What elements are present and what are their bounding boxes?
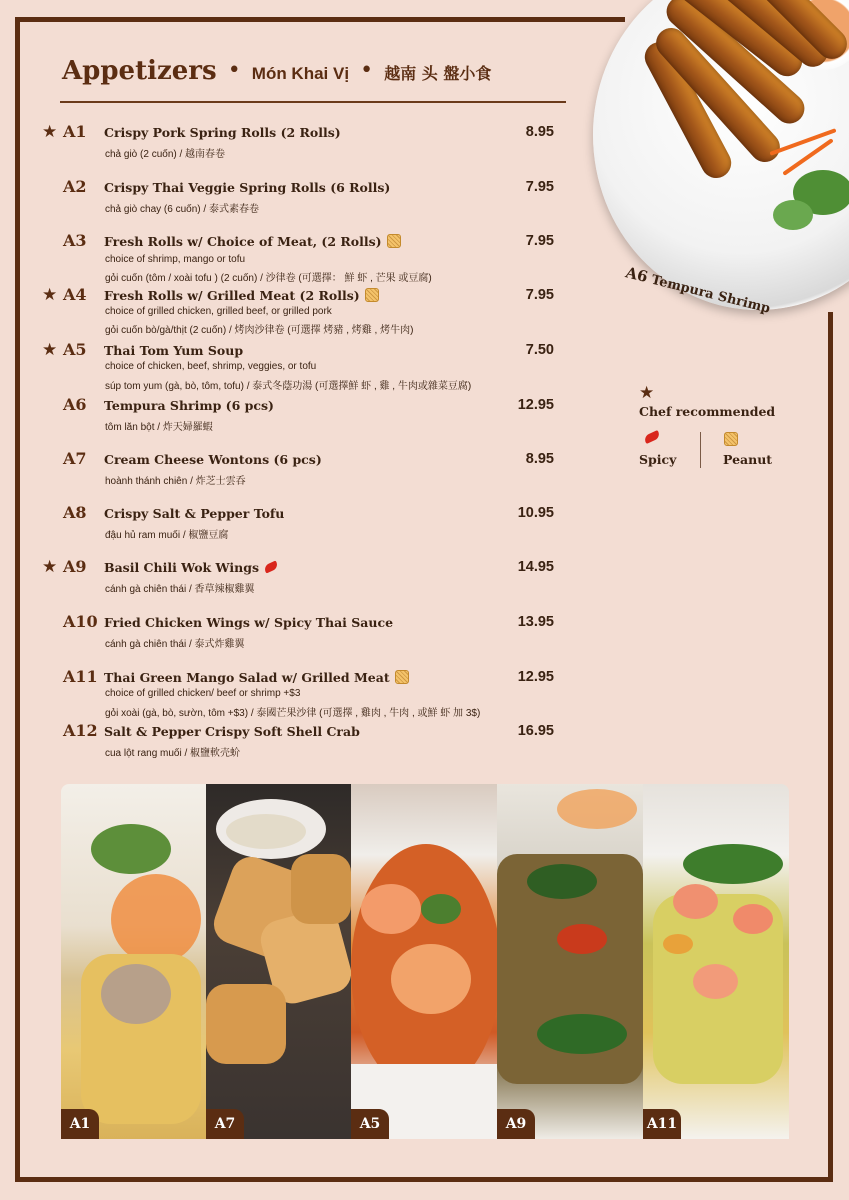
item-code: A1 — [63, 122, 87, 141]
item-price: 7.95 — [525, 233, 554, 249]
peanut-icon — [365, 288, 379, 302]
frame-right-border — [828, 312, 833, 1182]
photo-label: A1 — [61, 1109, 99, 1139]
photo-label: A5 — [351, 1109, 389, 1139]
item-description: choice of shrimp, mango or tofu — [105, 254, 246, 265]
item-code: A6 — [63, 395, 87, 414]
item-description: choice of chicken, beef, shrimp, veggies, or tofu — [105, 361, 317, 372]
item-code: A8 — [63, 503, 87, 522]
item-name: Salt & Pepper Crispy Soft Shell Crab — [104, 724, 360, 739]
item-name: Fresh Rolls w/ Choice of Meat, (2 Rolls) — [104, 234, 401, 249]
item-price: 12.95 — [517, 397, 554, 413]
item-code: A11 — [63, 667, 98, 686]
peanut-icon — [387, 234, 401, 248]
item-description: cánh gà chiên thái / 香草辣椒雞翼 — [105, 584, 255, 595]
item-description: gỏi cuốn bò/gà/thịt (2 cuốn) / 烤肉沙律卷 (可選擇 烤豬 , 烤雞 , 烤牛肉) — [105, 325, 414, 336]
item-name: Basil Chili Wok Wings — [104, 560, 278, 575]
chef-recommended-star-icon: ★ — [42, 122, 58, 142]
item-price: 7.95 — [525, 179, 554, 195]
item-description: hoành thánh chiên / 炸芝士雲呑 — [105, 476, 246, 487]
peanut-icon — [395, 670, 409, 684]
item-name: Crispy Pork Spring Rolls (2 Rolls) — [104, 125, 341, 140]
item-price: 10.95 — [517, 505, 554, 521]
photo-basil-chili-wings — [497, 784, 643, 1139]
item-name: Fresh Rolls w/ Grilled Meat (2 Rolls) — [104, 288, 379, 303]
photo-label: A11 — [643, 1109, 681, 1139]
item-price: 16.95 — [517, 723, 554, 739]
item-description: chả giò chay (6 cuốn) / 泰式素春卷 — [105, 204, 259, 215]
item-description: gỏi cuốn (tôm / xoài tofu ) (2 cuốn) / 沙律卷 (可選擇： 鮮 虾 , 芒果 或豆腐) — [105, 273, 432, 284]
item-name: Fried Chicken Wings w/ Spicy Thai Sauce — [104, 615, 394, 630]
item-code: A10 — [63, 612, 98, 631]
legend-chili-icon — [643, 430, 661, 444]
item-price: 7.50 — [525, 342, 554, 358]
chili-pepper-icon — [263, 560, 279, 573]
legend-divider — [700, 432, 701, 468]
item-description: gỏi xoài (gà, bò, sườn, tôm +$3) / 泰國芒果沙律 (可選擇 , 雞肉 , 牛肉 , 或鮮 虾 加 3$) — [105, 708, 481, 719]
item-description: đậu hủ ram muối / 椒鹽豆腐 — [105, 530, 229, 541]
menu-item-list — [0, 0, 600, 780]
photo-green-mango-salad — [643, 784, 789, 1139]
item-name: Thai Tom Yum Soup — [104, 343, 244, 358]
legend-chef-recommended: Chef recommended — [639, 404, 776, 419]
chef-recommended-star-icon: ★ — [42, 557, 58, 577]
item-price: 8.95 — [525, 124, 554, 140]
legend-peanut-icon — [724, 432, 738, 446]
legend-spicy: Spicy — [639, 452, 677, 467]
item-code: A7 — [63, 449, 87, 468]
item-name: Thai Green Mango Salad w/ Grilled Meat — [104, 670, 409, 685]
photo-cream-cheese-wontons — [206, 784, 351, 1139]
title-vietnamese: Món Khai Vị — [251, 64, 350, 83]
legend-star-icon: ★ — [639, 383, 655, 403]
legend-peanut: Peanut — [723, 452, 773, 467]
photo-label: A9 — [497, 1109, 535, 1139]
tempura-shrimp-caption: A6 Tempura Shrimp — [623, 263, 772, 317]
title-separator: • — [227, 58, 241, 83]
title-english: Appetizers — [62, 56, 217, 86]
photo-label: A7 — [206, 1109, 244, 1139]
item-price: 8.95 — [525, 451, 554, 467]
item-name: Crispy Salt & Pepper Tofu — [104, 506, 285, 521]
item-description: cánh gà chiên thái / 泰式炸雞翼 — [105, 639, 245, 650]
item-description: choice of grilled chicken, grilled beef, or grilled pork — [105, 306, 332, 317]
item-name: Crispy Thai Veggie Spring Rolls (6 Rolls) — [104, 180, 391, 195]
item-code: A2 — [63, 177, 87, 196]
frame-bottom-border — [15, 1177, 833, 1182]
item-name: Tempura Shrimp (6 pcs) — [104, 398, 274, 413]
item-code: A9 — [63, 557, 87, 576]
photo-tom-yum-soup — [351, 784, 497, 1139]
item-price: 7.95 — [525, 287, 554, 303]
chef-recommended-star-icon: ★ — [42, 285, 58, 305]
item-price: 12.95 — [517, 669, 554, 685]
item-price: 14.95 — [517, 559, 554, 575]
item-description: cua lột rang muối / 椒鹽軟壳蚧 — [105, 748, 241, 759]
chef-recommended-star-icon: ★ — [42, 340, 58, 360]
item-description: chả giò (2 cuốn) / 越南春卷 — [105, 149, 226, 160]
photo-spring-rolls — [61, 784, 206, 1139]
item-description: súp tom yum (gà, bò, tôm, tofu) / 泰式冬蔭功湯 (可選擇鮮 虾 , 雞 , 牛肉或雜菜豆腐) — [105, 381, 472, 392]
dish-photo-strip — [61, 784, 789, 1139]
item-code: A12 — [63, 721, 98, 740]
item-code: A5 — [63, 340, 87, 359]
item-price: 13.95 — [517, 614, 554, 630]
title-separator: • — [360, 58, 374, 83]
item-name: Cream Cheese Wontons (6 pcs) — [104, 452, 322, 467]
item-code: A3 — [63, 231, 87, 250]
item-description: tôm lăn bột / 炸天婦羅蝦 — [105, 422, 213, 433]
item-description: choice of grilled chicken/ beef or shrimp +$3 — [105, 688, 301, 699]
item-code: A4 — [63, 285, 87, 304]
herb-garnish — [773, 200, 813, 230]
title-chinese: 越南 头 盤小食 — [384, 64, 492, 83]
